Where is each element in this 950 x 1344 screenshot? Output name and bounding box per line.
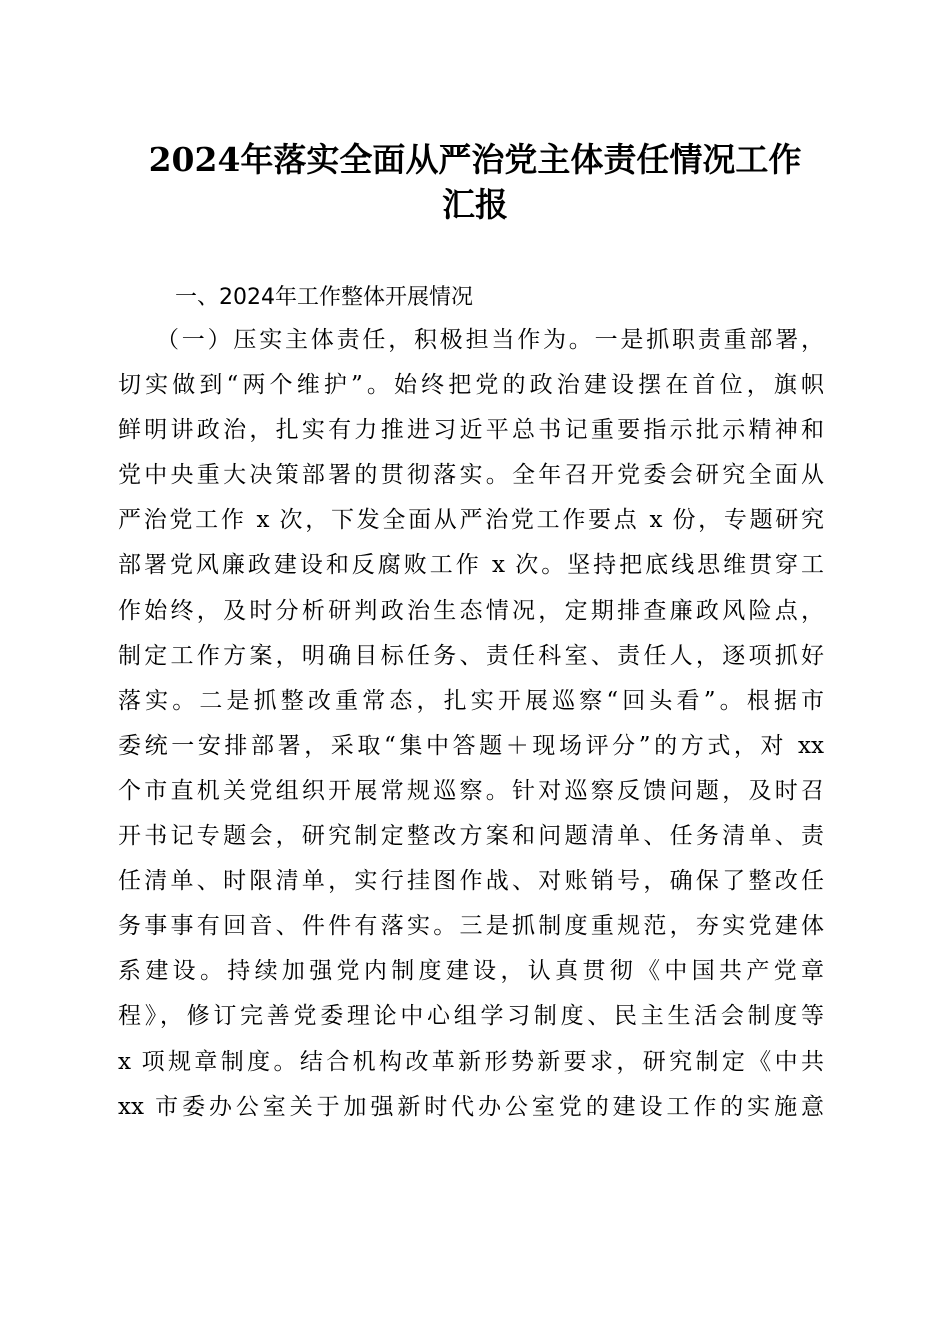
section-heading: 一、2024年工作整体开展情况	[175, 285, 473, 310]
body-line: 务事事有回音、件件有落实。三是抓制度重规范，夯实党建体	[118, 913, 824, 940]
body-line: 制定工作方案，明确目标任务、责任科室、责任人，逐项抓好	[118, 642, 824, 669]
body-line: 党中央重大决策部署的贯彻落实。全年召开党委会研究全面从	[118, 462, 824, 489]
body-line: 作始终，及时分析研判政治生态情况，定期排查廉政风险点，	[118, 597, 824, 624]
body-line: 部署党风廉政建设和反腐败工作 x 次。坚持把底线思维贯穿工	[118, 552, 824, 579]
body-line: xx 市委办公室关于加强新时代办公室党的建设工作的实施意	[118, 1093, 824, 1120]
body-line: 切实做到“两个维护”。始终把党的政治建设摆在首位，旗帜	[118, 372, 824, 399]
body-line: 程》，修订完善党委理论中心组学习制度、民主生活会制度等	[118, 1003, 824, 1030]
body-line: （一）压实主体责任，积极担当作为。一是抓职责重部署，	[156, 327, 824, 353]
body-line: 个市直机关党组织开展常规巡察。针对巡察反馈问题，及时召	[118, 777, 824, 804]
body-line: x 项规章制度。结合机构改革新形势新要求，研究制定《中共	[118, 1048, 824, 1075]
body-line: 委统一安排部署，采取“集中答题＋现场评分”的方式，对 xx	[118, 732, 824, 759]
body-line: 系建设。持续加强党内制度建设，认真贯彻《中国共产党章	[118, 958, 824, 985]
document-title-line-2: 汇报	[442, 185, 508, 224]
body-text	[118, 318, 824, 1130]
body-line: 严治党工作 x 次，下发全面从严治党工作要点 x 份，专题研究	[118, 507, 824, 534]
body-line: 落实。二是抓整改重常态，扎实开展巡察“回头看”。根据市	[118, 687, 824, 714]
document-title-line-1: 2024年落实全面从严治党主体责任情况工作	[148, 140, 802, 179]
body-line: 鲜明讲政治，扎实有力推进习近平总书记重要指示批示精神和	[118, 417, 824, 444]
body-line: 任清单、时限清单，实行挂图作战、对账销号，确保了整改任	[118, 868, 824, 895]
body-line: 开书记专题会，研究制定整改方案和问题清单、任务清单、责	[118, 823, 824, 850]
